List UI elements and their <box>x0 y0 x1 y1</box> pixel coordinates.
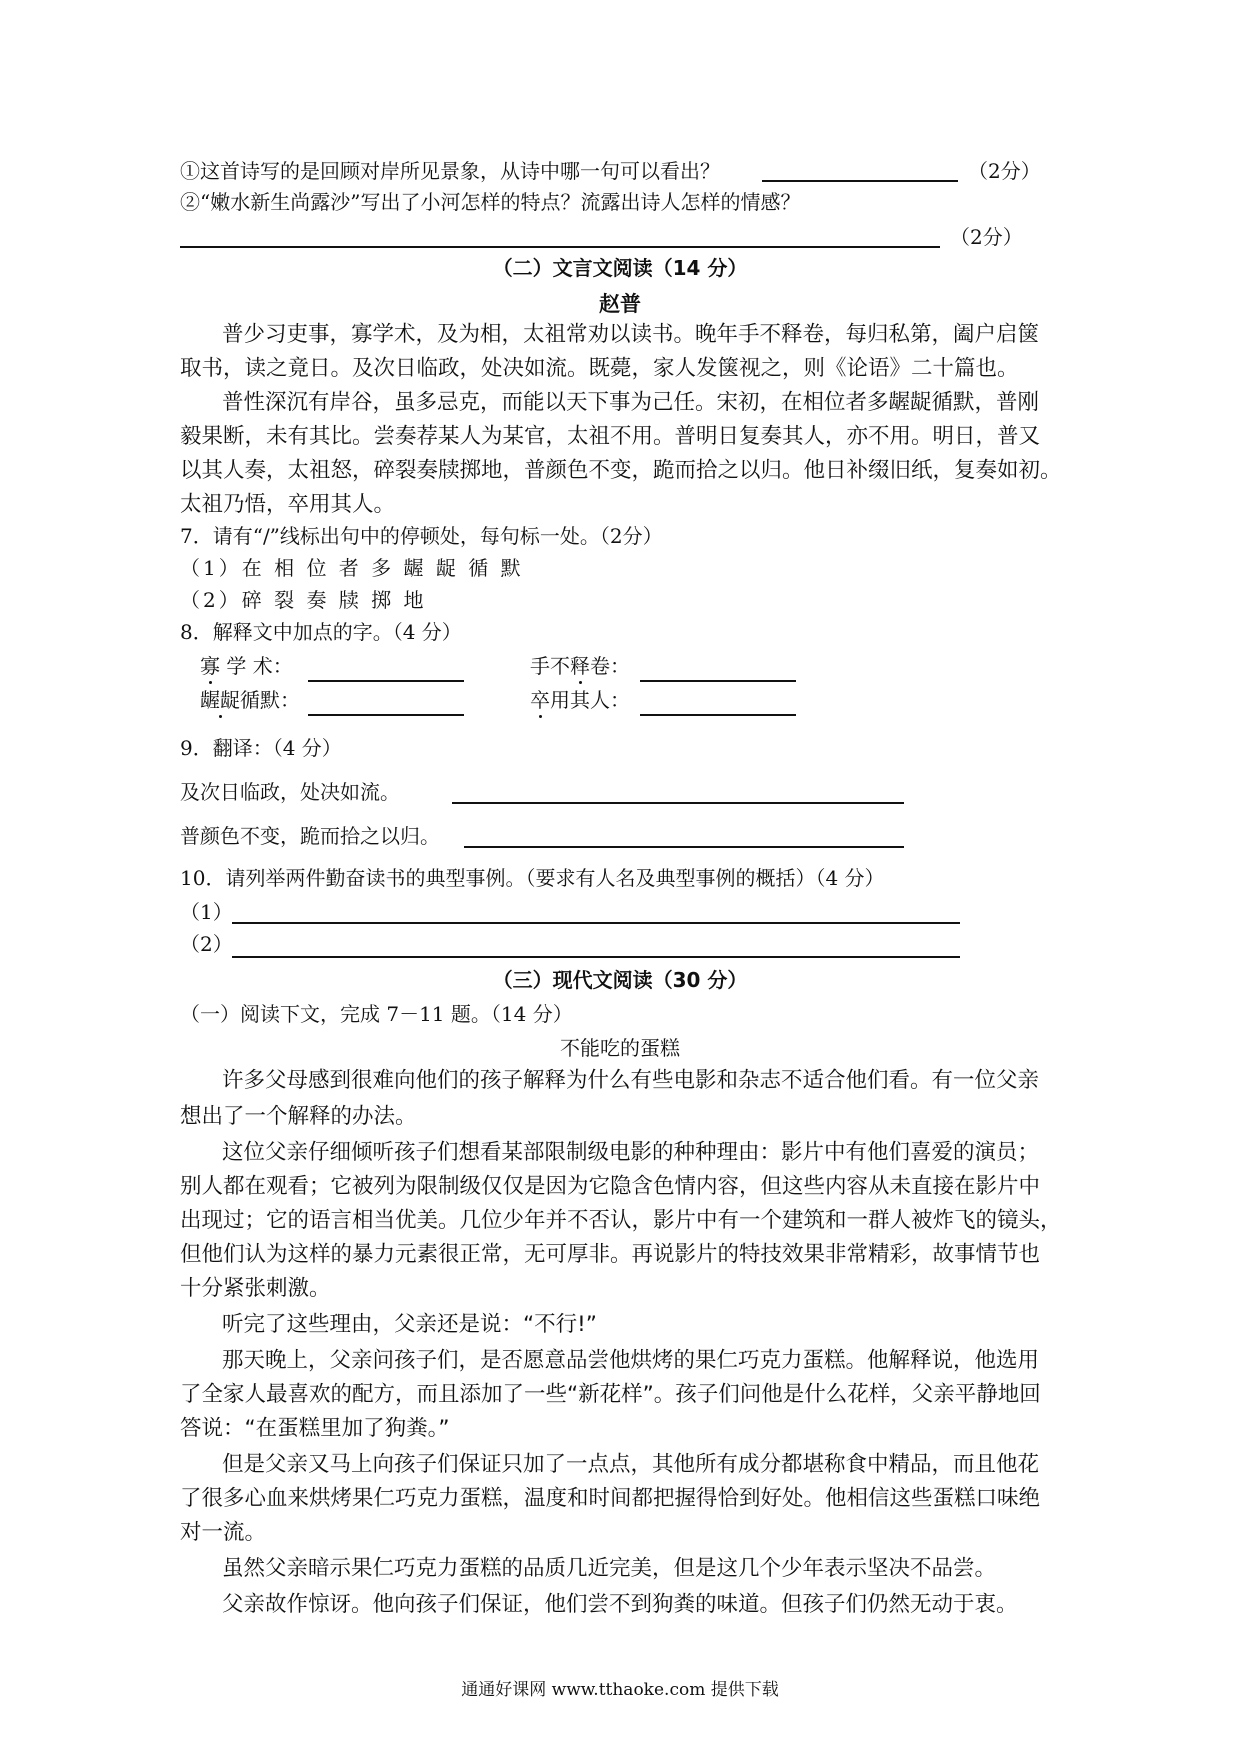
answer-blank[interactable] <box>452 802 904 804</box>
poem-question-2: ②“嫩水新生尚露沙”写出了小河怎样的特点？流露出诗人怎样的情感？ <box>180 190 801 214</box>
answer-blank[interactable] <box>308 714 464 716</box>
question-7-item-2: （2）碎 裂 奏 牍 掷 地 <box>180 588 427 612</box>
classical-text-line: 取书，读之竟日。及次日临政，处决如流。既薨，家人发箧视之，则《论语》二十篇也。 <box>180 356 1019 381</box>
modern-text-line: 别人都在观看；它被列为限制级仅仅是因为它隐含色情内容，但这些内容从未直接在影片中 <box>180 1174 1041 1199</box>
footer-text: 通通好课网 www.tthaoke.com 提供下载 <box>461 1680 779 1700</box>
modern-text-line: 答说：“在蛋糕里加了狗粪。” <box>180 1416 450 1441</box>
question-10-item-2: （2） <box>180 932 233 956</box>
term-label: 手不释卷： <box>530 654 630 678</box>
classical-text-line: 普性深沉有岸谷，虽多忌克，而能以天下事为己任。宋初，在相位者多龌龊循默，普刚 <box>222 390 1040 415</box>
passage-title: 不能吃的蛋糕 <box>560 1036 680 1060</box>
answer-blank[interactable] <box>762 180 958 182</box>
question-8: 8．解释文中加点的字。（4 分） <box>180 620 462 644</box>
modern-text-line: 了全家人最喜欢的配方，而且添加了一些“新花样”。孩子们问他是什么花样，父亲平静地回 <box>180 1382 1041 1407</box>
modern-text-line: 许多父母感到很难向他们的孩子解释为什么有些电影和杂志不适合他们看。有一位父亲 <box>222 1068 1040 1093</box>
question-10-item-1: （1） <box>180 900 233 924</box>
question-7: 7．请有“/”线标出句中的停顿处，每句标一处。（2分） <box>180 524 663 548</box>
section-title-modern: （三）现代文阅读（30 分） <box>492 968 748 992</box>
classical-text-line: 普少习吏事，寡学术，及为相，太祖常劝以读书。晚年手不释卷，每归私第，阖户启箧 <box>222 322 1040 347</box>
classical-text-line: 毅果断，未有其比。尝奏荐某人为某官，太祖不用。普明日复奏其人，亦不用。明日，普又 <box>180 424 1041 449</box>
modern-text-line: 十分紧张刺激。 <box>180 1276 331 1301</box>
answer-blank[interactable] <box>232 956 960 958</box>
modern-text-line: 父亲故作惊讶。他向孩子们保证，他们尝不到狗粪的味道。但孩子们仍然无动于衷。 <box>222 1592 1018 1617</box>
modern-text-line: 这位父亲仔细倾听孩子们想看某部限制级电影的种种理由：影片中有他们喜爱的演员； <box>222 1140 1040 1165</box>
dotted-char: 释 <box>570 654 590 678</box>
answer-blank[interactable] <box>180 246 940 248</box>
modern-text-line: 但他们认为这样的暴力元素很正常，无可厚非。再说影片的特技效果非常精彩，故事情节也 <box>180 1242 1041 1267</box>
passage-title: 赵普 <box>599 292 641 316</box>
translate-sentence-2: 普颜色不变，跪而拾之以归。 <box>180 824 440 848</box>
question-10: 10．请列举两件勤奋读书的典型事例。（要求有人名及典型事例的概括）（4 分） <box>180 866 885 890</box>
dotted-char: 寡 <box>200 654 220 678</box>
answer-blank[interactable] <box>232 922 960 924</box>
score-label: （2分） <box>950 225 1023 249</box>
modern-instruction: （一）阅读下文，完成 7－11 题。（14 分） <box>180 1002 573 1026</box>
question-7-item-1: （1）在 相 位 者 多 龌 龊 循 默 <box>180 556 524 580</box>
modern-text-line: 想出了一个解释的办法。 <box>180 1104 417 1129</box>
term-label: 卒用其人： <box>530 688 630 712</box>
term-label: 龌龊循默： <box>200 688 300 712</box>
score-label: （2分） <box>968 159 1041 183</box>
classical-text-line: 太祖乃悟，卒用其人。 <box>180 492 396 517</box>
answer-blank[interactable] <box>308 680 464 682</box>
answer-blank[interactable] <box>464 846 904 848</box>
modern-text-line: 但是父亲又马上向孩子们保证只加了一点点，其他所有成分都堪称食中精品，而且他花 <box>222 1452 1040 1477</box>
modern-text-line: 了很多心血来烘烤果仁巧克力蛋糕，温度和时间都把握得恰到好处。他相信这些蛋糕口味绝 <box>180 1486 1041 1511</box>
dotted-char: 龌龊 <box>200 688 240 712</box>
modern-text-line: 对一流。 <box>180 1520 267 1545</box>
answer-blank[interactable] <box>640 714 796 716</box>
modern-text-line: 出现过；它的语言相当优美。几位少年并不否认，影片中有一个建筑和一群人被炸飞的镜头， <box>180 1208 1062 1233</box>
poem-question-1: ①这首诗写的是回顾对岸所见景象，从诗中哪一句可以看出？ <box>180 159 720 183</box>
modern-text-line: 听完了这些理由，父亲还是说：“不行!” <box>222 1312 597 1337</box>
translate-sentence-1: 及次日临政，处决如流。 <box>180 780 400 804</box>
dotted-char: 卒 <box>530 688 550 712</box>
modern-text-line: 虽然父亲暗示果仁巧克力蛋糕的品质几近完美，但是这几个少年表示坚决不品尝。 <box>222 1556 997 1581</box>
classical-text-line: 以其人奏，太祖怒，碎裂奏牍掷地，普颜色不变，跪而拾之以归。他日补缀旧纸，复奏如初。 <box>180 458 1062 483</box>
answer-blank[interactable] <box>640 680 796 682</box>
term-label: 寡 学 术： <box>200 654 293 678</box>
question-9: 9．翻译：（4 分） <box>180 736 342 760</box>
modern-text-line: 那天晚上，父亲问孩子们，是否愿意品尝他烘烤的果仁巧克力蛋糕。他解释说，他选用 <box>222 1348 1040 1373</box>
section-title-classical: （二）文言文阅读（14 分） <box>492 256 748 280</box>
